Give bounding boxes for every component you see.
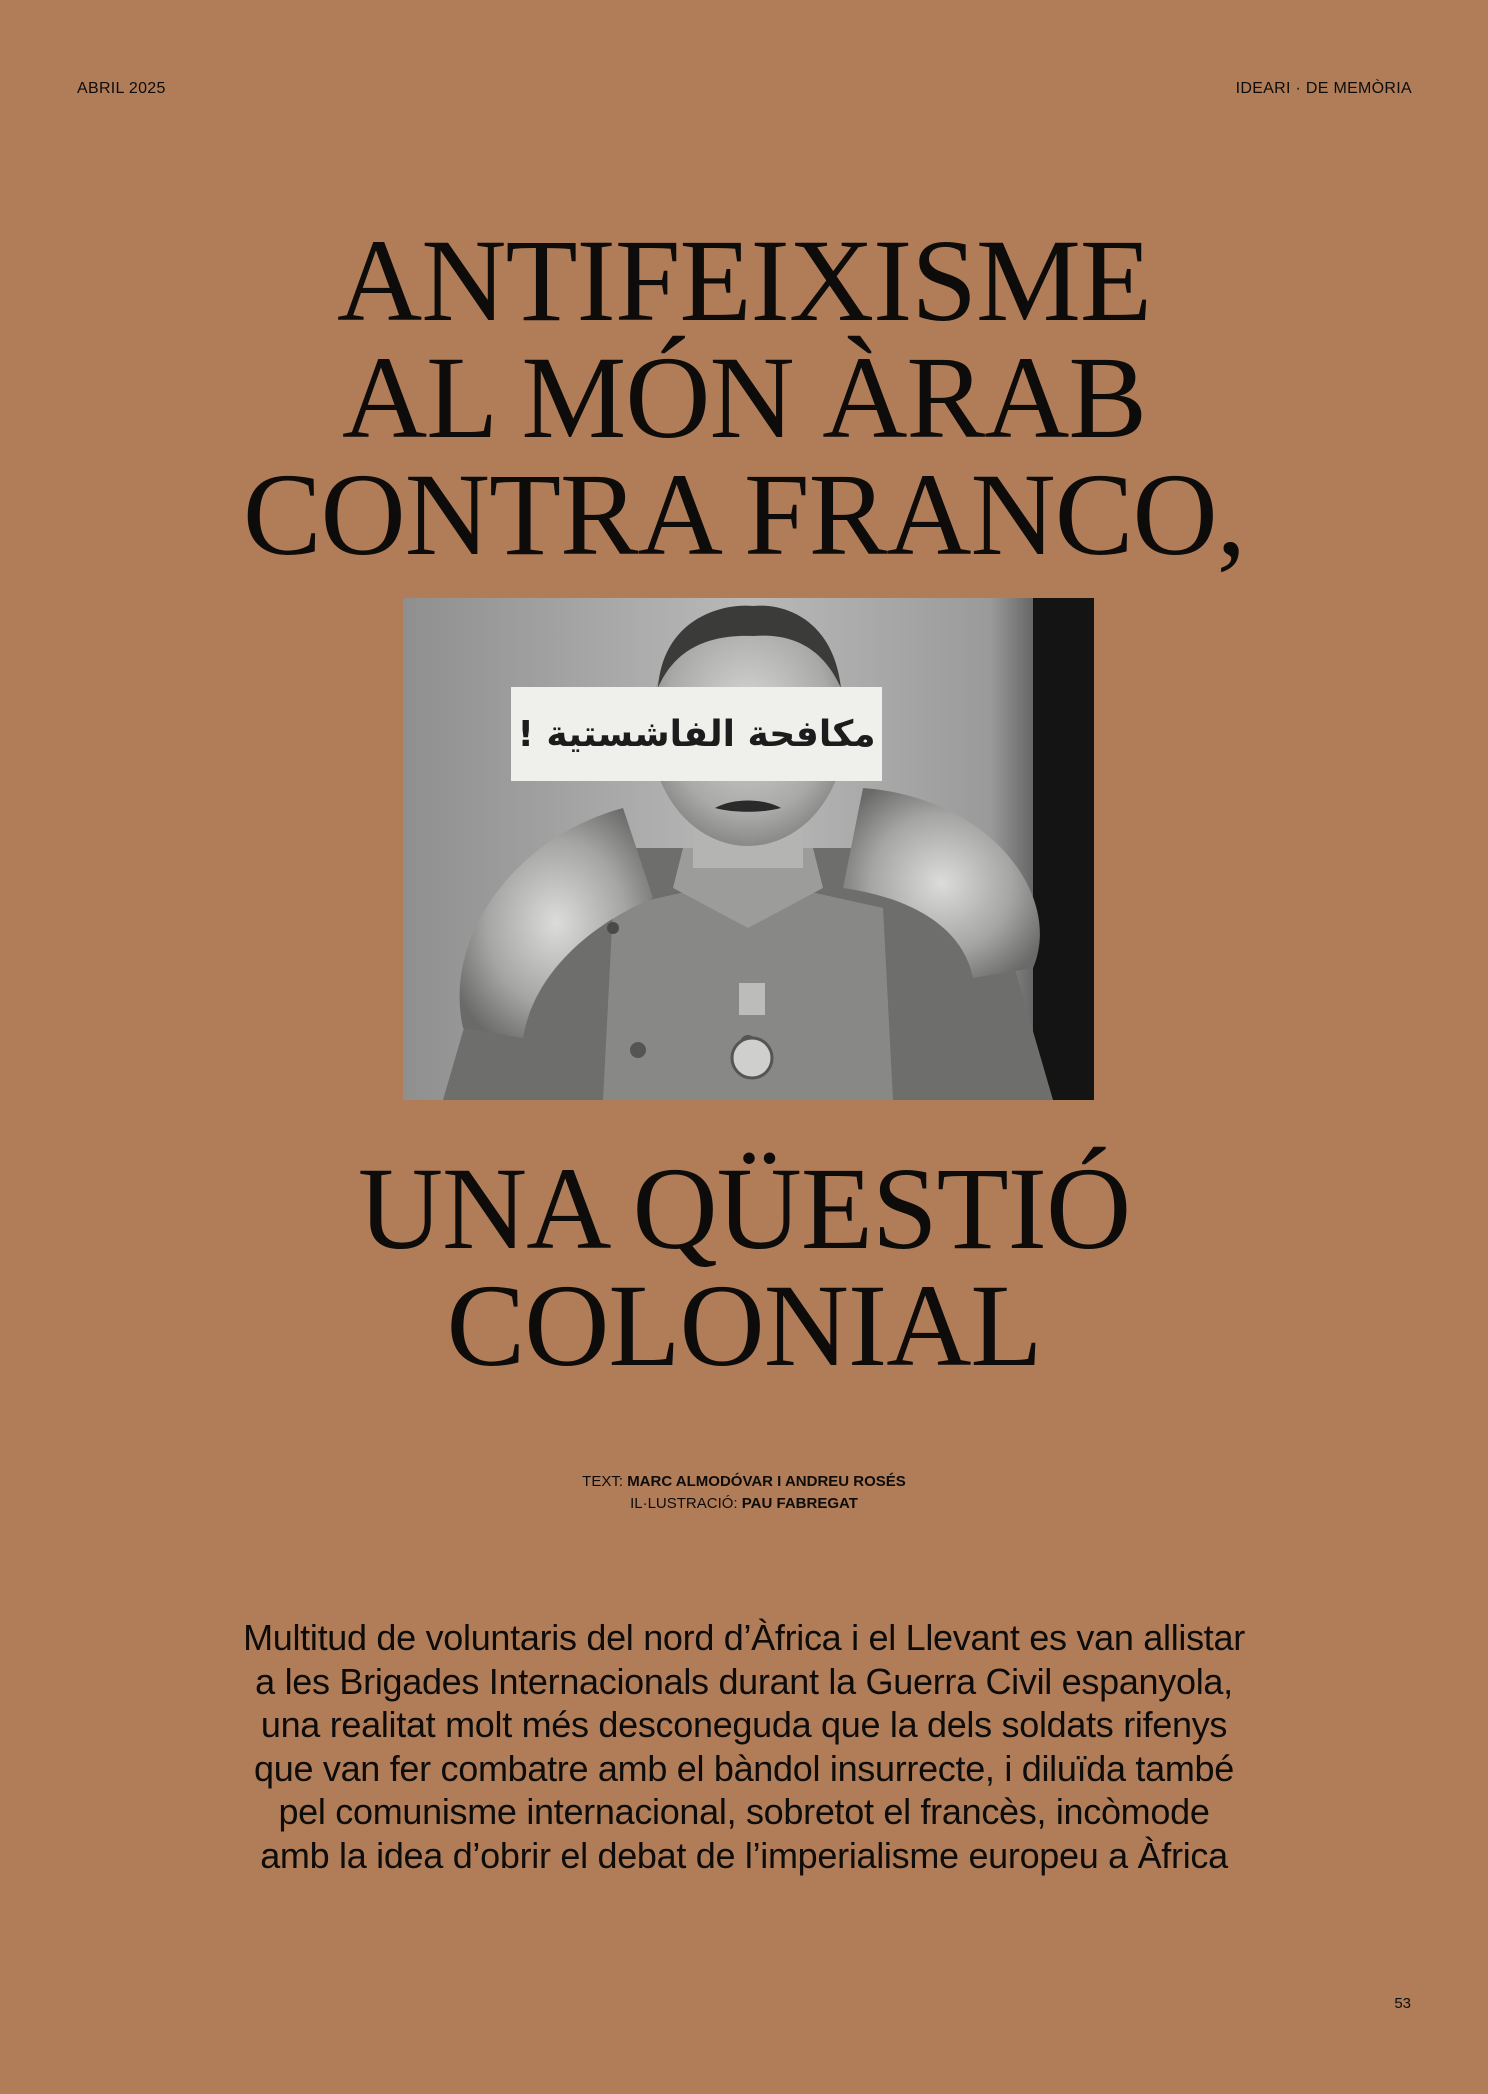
lede-line: pel comunisme internacional, sobretot el francès, incòmode [278,1791,1210,1832]
portrait-illustration [403,598,1094,1100]
lede-line: a les Brigades Internacionals durant la Guerra Civil espanyola, [255,1660,1233,1702]
portrait-photo [403,598,1094,1100]
headline-top [0,215,1488,580]
text-credit-label: TEXT: [582,1473,624,1490]
headline-line: CONTRA FRANCO, [242,449,1246,580]
lede-paragraph [160,1616,1328,1877]
headline-line: AL MÓN ÀRAB [341,332,1147,463]
lede-line: una realitat molt més desconeguda que la dels soldats rifenys [260,1704,1228,1745]
arabic-slogan-label: مكافحة الفاشستية ! [511,687,882,781]
headline-bottom [0,1143,1488,1391]
issue-date: ABRIL 2025 [77,80,166,97]
headline-line: ANTIFEIXISME [337,215,1151,346]
text-authors: MARC ALMODÓVAR I ANDREU ROSÉS [627,1473,906,1490]
illustrator-name: PAU FABREGAT [741,1495,858,1512]
lede-line: que van fer combatre amb el bàndol insurrecte, i diluïda també [254,1747,1234,1789]
page-number: 53 [1394,1995,1411,2012]
lede-line: amb la idea d’obrir el debat de l’imperialisme europeu a Àfrica [260,1834,1228,1876]
headline-line: UNA QÜESTIÓ [357,1143,1131,1274]
section-label: IDEARI · DE MEMÒRIA [1235,80,1412,97]
headline-line: COLONIAL [446,1260,1042,1391]
lede-line: Multitud de voluntaris del nord d’Àfrica i el Llevant es van allistar [243,1617,1245,1658]
byline [0,1471,1488,1515]
illustration-credit-label: IL·LUSTRACIÓ: [630,1495,738,1512]
text-credit [0,1471,1488,1493]
illustration-credit [0,1493,1488,1515]
